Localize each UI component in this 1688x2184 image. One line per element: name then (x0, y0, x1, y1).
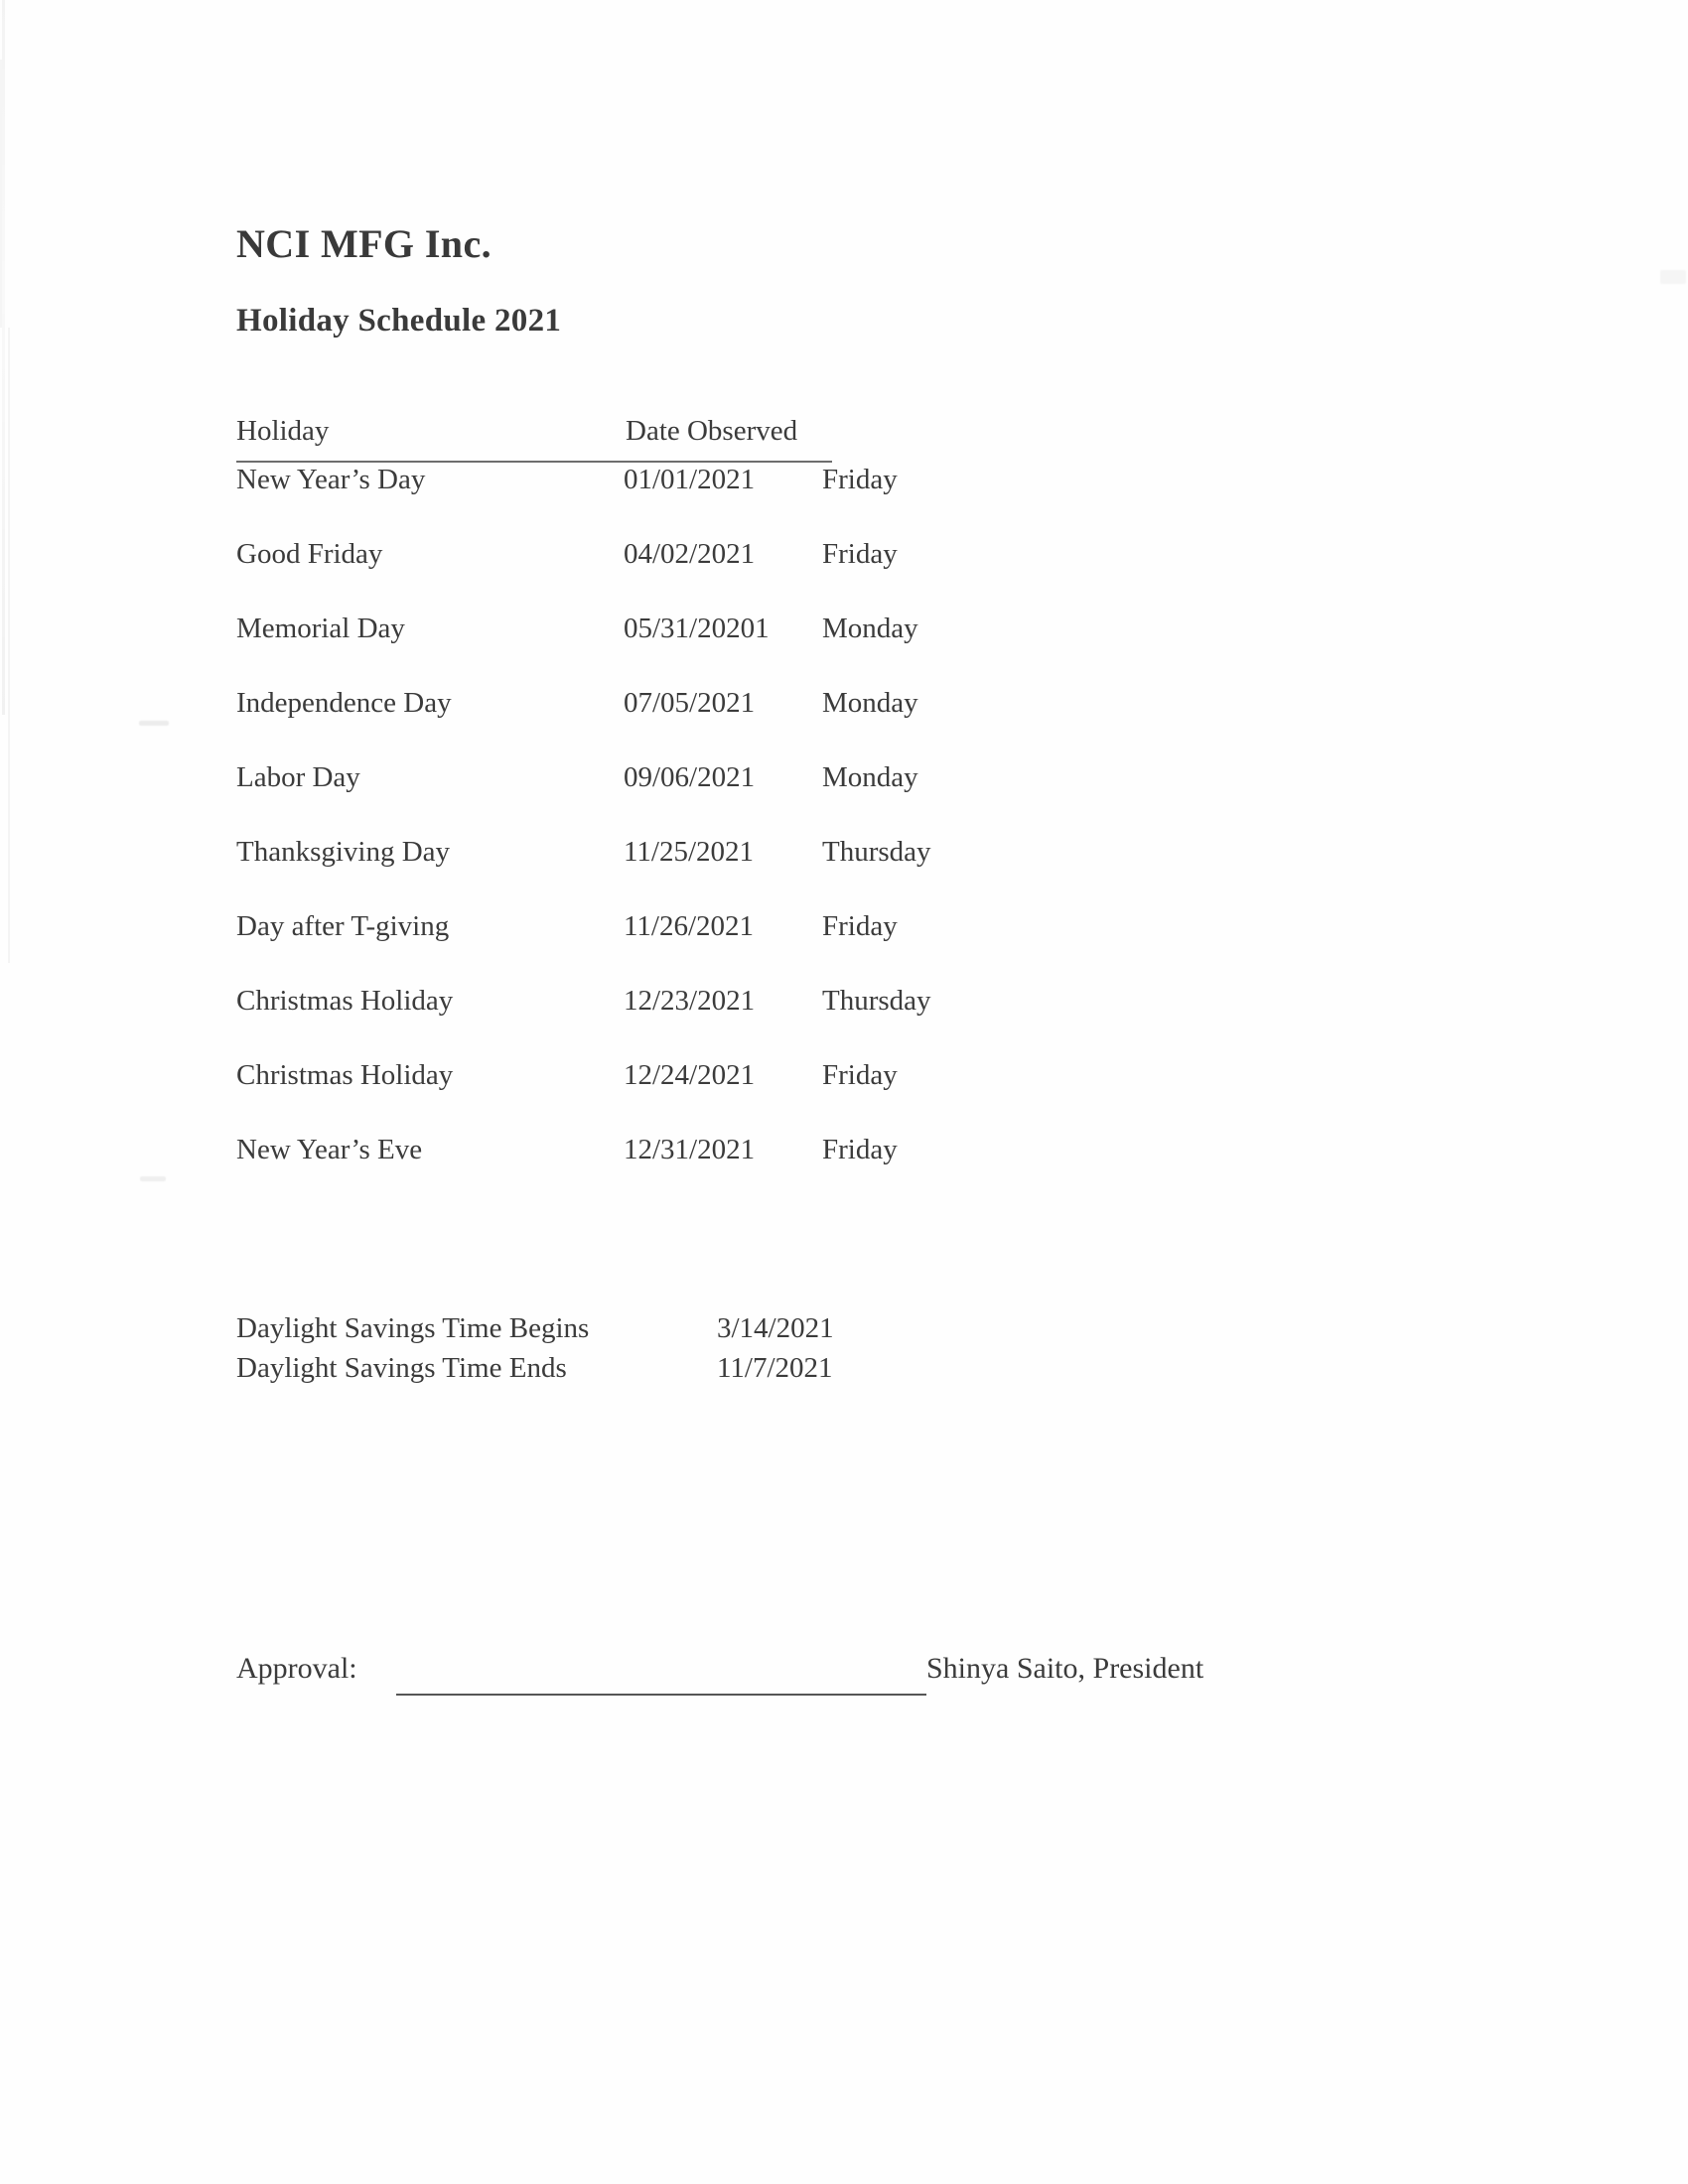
cell-weekday: Friday (822, 1134, 898, 1165)
page-title: Holiday Schedule 2021 (236, 303, 562, 339)
table-row (236, 537, 1209, 612)
scan-edge-line (8, 328, 10, 963)
cell-weekday: Monday (822, 613, 918, 644)
cell-weekday: Monday (822, 761, 918, 793)
scan-edge-line (2, 0, 5, 715)
holiday-schedule-table (236, 415, 1209, 1207)
cell-holiday: Christmas Holiday (236, 1059, 454, 1091)
cell-date-observed: 04/02/2021 (624, 538, 756, 570)
signature-line[interactable] (396, 1694, 926, 1696)
cell-weekday: Friday (822, 1059, 898, 1091)
cell-holiday: New Year’s Eve (236, 1134, 423, 1165)
cell-weekday: Friday (822, 464, 898, 495)
cell-date-observed: 01/01/2021 (624, 464, 756, 495)
cell-holiday: Thanksgiving Day (236, 836, 451, 868)
dst-begins-label: Daylight Savings Time Begins (236, 1312, 590, 1344)
table-body (236, 463, 1209, 1207)
column-header-date-observed: Date Observed (626, 415, 798, 447)
cell-date-observed: 11/26/2021 (624, 910, 755, 942)
dst-ends-date: 11/7/2021 (717, 1352, 833, 1384)
cell-holiday: Memorial Day (236, 613, 405, 644)
company-name: NCI MFG Inc. (236, 221, 492, 266)
table-row (236, 909, 1209, 984)
list-item (236, 1312, 1051, 1352)
cell-weekday: Thursday (822, 836, 931, 868)
scan-smudge (140, 1176, 166, 1181)
dst-ends-label: Daylight Savings Time Ends (236, 1352, 567, 1384)
cell-holiday: New Year’s Day (236, 464, 426, 495)
table-row (236, 760, 1209, 835)
cell-weekday: Monday (822, 687, 918, 719)
cell-date-observed: 05/31/20201 (624, 613, 770, 644)
cell-date-observed: 12/23/2021 (624, 985, 756, 1017)
cell-holiday: Good Friday (236, 538, 383, 570)
table-header-row (236, 415, 832, 463)
table-row (236, 1058, 1209, 1133)
cell-date-observed: 07/05/2021 (624, 687, 756, 719)
table-row (236, 984, 1209, 1058)
cell-weekday: Friday (822, 538, 898, 570)
table-row (236, 612, 1209, 686)
list-item (236, 1352, 1051, 1392)
cell-weekday: Friday (822, 910, 898, 942)
daylight-savings-block (236, 1312, 1051, 1392)
scan-smudge (139, 721, 169, 726)
cell-date-observed: 12/31/2021 (624, 1134, 756, 1165)
cell-holiday: Labor Day (236, 761, 360, 793)
cell-holiday: Independence Day (236, 687, 452, 719)
scan-smudge (1660, 270, 1686, 284)
approver-name: Shinya Saito, President (926, 1652, 1204, 1685)
scan-edge-line (0, 60, 2, 328)
cell-weekday: Thursday (822, 985, 931, 1017)
table-row (236, 686, 1209, 760)
cell-date-observed: 11/25/2021 (624, 836, 755, 868)
table-row (236, 463, 1209, 537)
cell-holiday: Day after T-giving (236, 910, 450, 942)
approval-label: Approval: (236, 1652, 357, 1685)
cell-holiday: Christmas Holiday (236, 985, 454, 1017)
cell-date-observed: 12/24/2021 (624, 1059, 756, 1091)
table-row (236, 1133, 1209, 1207)
column-header-holiday: Holiday (236, 415, 330, 447)
cell-date-observed: 09/06/2021 (624, 761, 756, 793)
dst-begins-date: 3/14/2021 (717, 1312, 834, 1344)
table-row (236, 835, 1209, 909)
